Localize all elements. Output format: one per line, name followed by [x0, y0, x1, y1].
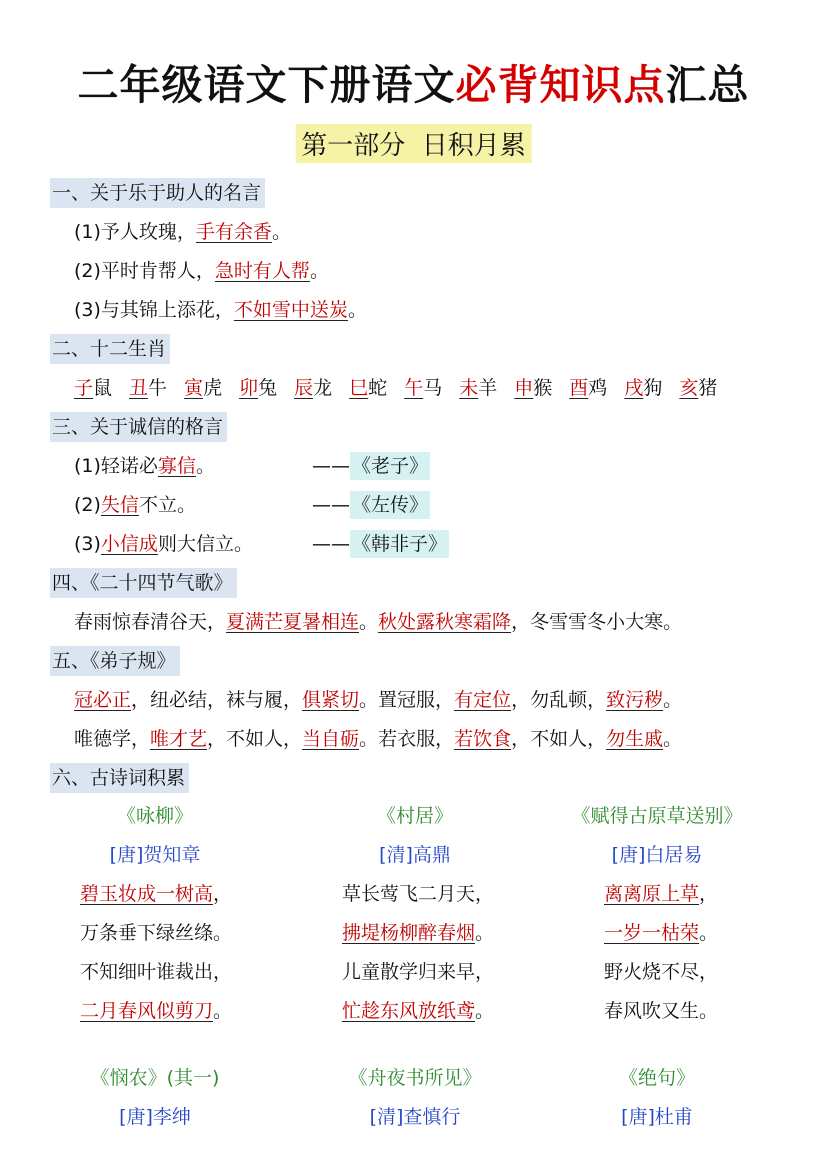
poem-line	[285, 875, 545, 914]
answer-text: 拂堤杨柳醉春烟	[342, 922, 476, 944]
poem-line	[527, 953, 787, 992]
text: (1)轻诺必	[74, 455, 158, 477]
title-highlight: 必背知识点	[455, 61, 666, 109]
dash: ——	[312, 494, 350, 516]
answer-text: 俱紧切	[302, 689, 360, 711]
text: 。	[195, 455, 215, 477]
text: ，不如人，	[511, 728, 607, 750]
poem-line	[527, 875, 787, 914]
zodiac-item	[569, 369, 607, 408]
zodiac-branch: 酉	[569, 377, 589, 399]
answer-text: 手有余香	[195, 221, 272, 243]
text: ，不如人，	[207, 728, 303, 750]
text: 春雨惊春清谷天，	[74, 611, 227, 633]
text: 春风吹又生。	[604, 1000, 719, 1022]
zodiac-item	[349, 369, 387, 408]
poem-line	[25, 992, 285, 1031]
poem-line	[25, 875, 285, 914]
zodiac-item	[239, 369, 277, 408]
section-heading: 一、关于乐于助人的名言	[50, 178, 265, 208]
text: 。	[663, 728, 683, 750]
section-heading-row	[0, 564, 827, 603]
answer-text: 有定位	[454, 689, 512, 711]
answer-text: 致污秽	[606, 689, 664, 711]
text: 。	[475, 1000, 495, 1022]
answer-text: 一岁一枯荣	[604, 922, 700, 944]
text-line	[0, 252, 827, 291]
text: 。若衣服，	[359, 728, 455, 750]
text: (2)	[74, 494, 101, 516]
zodiac-branch: 辰	[294, 377, 314, 399]
poem-author: [清]查慎行	[369, 1106, 461, 1128]
text-line	[0, 213, 827, 252]
text: 。	[359, 611, 379, 633]
section-heading: 六、古诗词积累	[50, 763, 189, 793]
zodiac-animal: 蛇	[368, 377, 388, 399]
zodiac-branch: 巳	[349, 377, 369, 399]
zodiac-line	[0, 369, 827, 408]
zodiac-animal: 猪	[698, 377, 718, 399]
text: 不知细叶谁裁出，	[80, 961, 233, 983]
poem-author: [唐]白居易	[611, 844, 703, 866]
zodiac-animal: 鸡	[588, 377, 608, 399]
poem-line	[25, 914, 285, 953]
answer-text: 寡信	[157, 455, 196, 477]
poem	[25, 797, 285, 1031]
poem	[25, 1059, 285, 1137]
text-line	[0, 291, 827, 330]
text: (2)平时肯帮人，	[74, 260, 215, 282]
text: 唯德学，	[74, 728, 151, 750]
section-heading: 四、《二十四节气歌》	[50, 568, 237, 598]
answer-text: 当自砺	[302, 728, 360, 750]
text: 儿童散学归来早，	[342, 961, 495, 983]
answer-text: 冠必正	[74, 689, 132, 711]
text: ，勿乱顿，	[511, 689, 607, 711]
part-subtitle: 第一部分 日积月累	[295, 124, 532, 163]
poem-author: [唐]杜甫	[621, 1106, 693, 1128]
quote-line	[0, 447, 827, 486]
zodiac-branch: 丑	[129, 377, 149, 399]
text: 。	[309, 260, 329, 282]
section-heading: 五、《弟子规》	[50, 646, 180, 676]
poem-title: 《赋得古原草送别》	[571, 805, 743, 827]
quote-source	[312, 486, 430, 525]
answer-text: 不如雪中送炭	[233, 299, 348, 321]
section-heading-row	[0, 642, 827, 681]
answer-text: 小信成	[100, 533, 158, 555]
text: ，	[699, 883, 719, 905]
quote-source	[312, 447, 430, 486]
zodiac-animal: 鼠	[93, 377, 113, 399]
page-title	[0, 52, 827, 111]
source-book: 《老子》	[350, 452, 430, 480]
text: 。	[663, 689, 683, 711]
text: 野火烧不尽，	[604, 961, 719, 983]
zodiac-branch: 寅	[184, 377, 204, 399]
zodiac-item	[404, 369, 442, 408]
poem-line	[25, 953, 285, 992]
zodiac-branch: 午	[404, 377, 424, 399]
text: 。	[699, 922, 719, 944]
answer-text: 二月春风似剪刀	[80, 1000, 214, 1022]
answer-text: 夏满芒夏暑相连	[226, 611, 360, 633]
zodiac-branch: 申	[514, 377, 534, 399]
text-line	[0, 603, 827, 642]
zodiac-animal: 羊	[478, 377, 498, 399]
text: ，	[213, 883, 233, 905]
source-book: 《左传》	[350, 491, 430, 519]
zodiac-item	[624, 369, 662, 408]
text: 。	[271, 221, 291, 243]
zodiac-branch: 戌	[624, 377, 644, 399]
quote-line	[0, 486, 827, 525]
zodiac-animal: 猴	[533, 377, 553, 399]
text: ，冬雪雪冬小大寒。	[511, 611, 683, 633]
poem	[527, 797, 787, 1031]
answer-text: 若饮食	[454, 728, 512, 750]
poem-title: 《舟夜书所见》	[348, 1067, 482, 1089]
zodiac-animal: 牛	[148, 377, 168, 399]
text: 万条垂下绿丝绦。	[80, 922, 233, 944]
section-heading-row	[0, 330, 827, 369]
poem	[285, 1059, 545, 1137]
poem-author: [清]高鼎	[379, 844, 451, 866]
poem-title: 《咏柳》	[116, 805, 193, 827]
text: 。	[475, 922, 495, 944]
text: 。置冠服，	[359, 689, 455, 711]
zodiac-animal: 马	[423, 377, 443, 399]
answer-text: 离离原上草	[604, 883, 700, 905]
zodiac-branch: 卯	[239, 377, 259, 399]
text: 。	[213, 1000, 233, 1022]
poem-line	[285, 914, 545, 953]
poem-title: 《绝句》	[618, 1067, 695, 1089]
text: 则大信立。	[157, 533, 253, 555]
zodiac-item	[129, 369, 167, 408]
title-tail: 汇总	[665, 61, 750, 109]
source-book: 《韩非子》	[350, 530, 449, 558]
dash: ——	[312, 455, 350, 477]
answer-text: 唯才艺	[150, 728, 208, 750]
section-heading-row	[0, 174, 827, 213]
poem-line	[285, 953, 545, 992]
section-heading-row	[0, 408, 827, 447]
text: (1)予人玫瑰，	[74, 221, 196, 243]
quote-line	[0, 525, 827, 564]
answer-text: 秋处露秋寒霜降	[378, 611, 512, 633]
section-heading: 二、十二生肖	[50, 334, 170, 364]
answer-text: 急时有人帮	[214, 260, 310, 282]
answer-text: 忙趁东风放纸鸢	[342, 1000, 476, 1022]
zodiac-branch: 子	[74, 377, 94, 399]
zodiac-animal: 兔	[258, 377, 278, 399]
answer-text: 勿生戚	[606, 728, 664, 750]
zodiac-branch: 亥	[679, 377, 699, 399]
zodiac-item	[459, 369, 497, 408]
answer-text: 失信	[100, 494, 139, 516]
zodiac-item	[679, 369, 717, 408]
poem	[527, 1059, 787, 1137]
text: (3)	[74, 533, 101, 555]
text: 。	[347, 299, 367, 321]
content	[0, 174, 827, 798]
zodiac-branch: 未	[459, 377, 479, 399]
answer-text: 碧玉妆成一树高	[80, 883, 214, 905]
text-line	[0, 720, 827, 759]
zodiac-item	[294, 369, 332, 408]
text-line	[0, 681, 827, 720]
section-heading-row	[0, 759, 827, 798]
quote-source	[312, 525, 449, 564]
poem-author: [唐]贺知章	[109, 844, 201, 866]
text: 草长莺飞二月天，	[342, 883, 495, 905]
poem-line	[527, 914, 787, 953]
text: 不立。	[138, 494, 196, 516]
text: (3)与其锦上添花，	[74, 299, 234, 321]
zodiac-animal: 龙	[313, 377, 333, 399]
zodiac-animal: 狗	[643, 377, 663, 399]
poem-author: [唐]李绅	[119, 1106, 191, 1128]
poem-line	[527, 992, 787, 1031]
zodiac-item	[74, 369, 112, 408]
poem-line	[285, 992, 545, 1031]
dash: ——	[312, 533, 350, 555]
zodiac-animal: 虎	[203, 377, 223, 399]
poem	[285, 797, 545, 1031]
section-heading: 三、关于诚信的格言	[50, 412, 227, 442]
text: ，纽必结，袜与履，	[131, 689, 303, 711]
poem-title: 《村居》	[376, 805, 453, 827]
title-text: 二年级语文下册语文	[77, 61, 456, 109]
zodiac-item	[184, 369, 222, 408]
poem-title: 《悯农》(其一)	[90, 1067, 220, 1089]
zodiac-item	[514, 369, 552, 408]
